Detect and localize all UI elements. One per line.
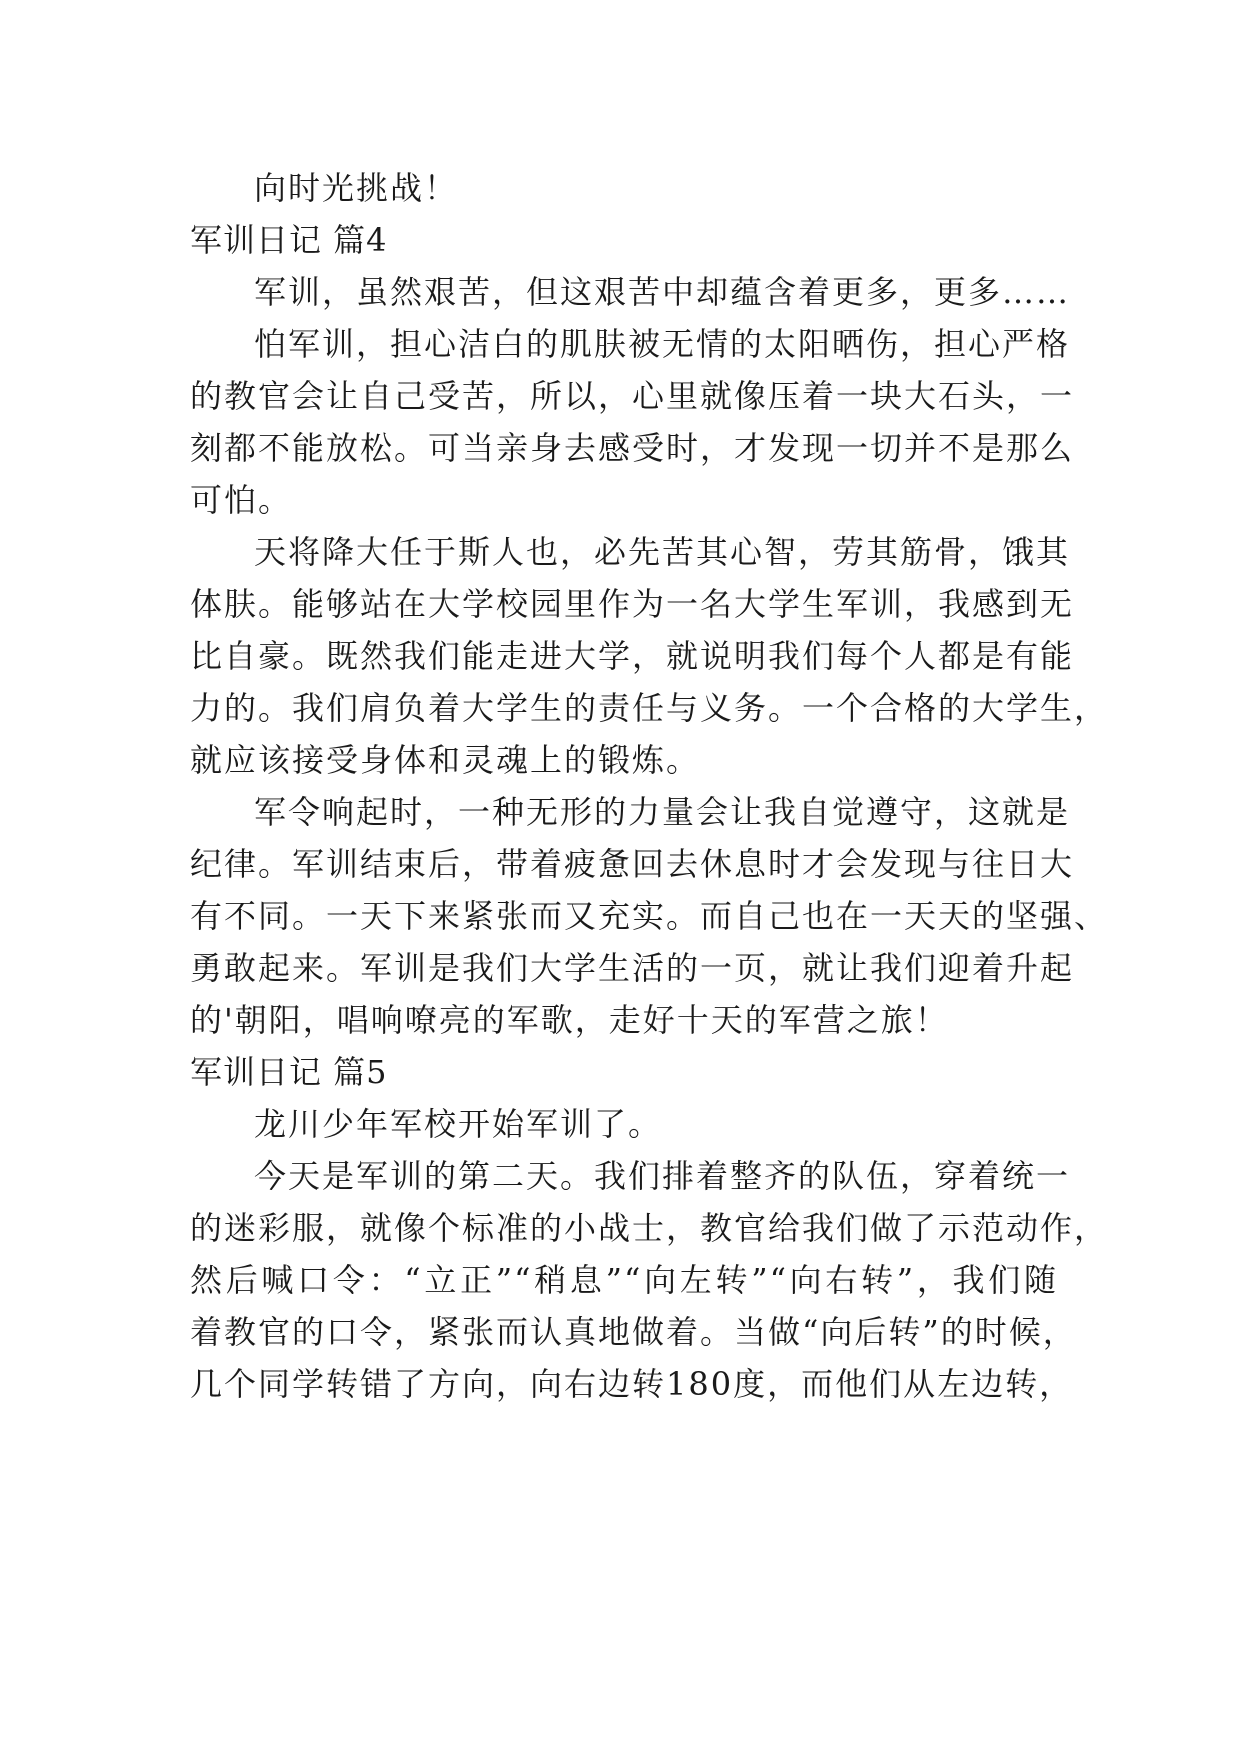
paragraph-line: 可怕。 bbox=[190, 481, 293, 519]
paragraph-line: 纪律。军训结束后，带着疲惫回去休息时才会发现与往日大 bbox=[190, 845, 1075, 883]
paragraph-line: 体肤。能够站在大学校园里作为一名大学生军训，我感到无 bbox=[190, 585, 1075, 623]
paragraph-line: 向时光挑战！ bbox=[254, 169, 459, 207]
paragraph-line: 刻都不能放松。可当亲身去感受时，才发现一切并不是那么 bbox=[190, 429, 1075, 467]
paragraph-line: 着教官的口令，紧张而认真地做着。当做“向后转”的时候， bbox=[190, 1313, 1077, 1351]
paragraph-line: 力的。我们肩负着大学生的责任与义务。一个合格的大学生， bbox=[190, 689, 1109, 727]
paragraph-line: 今天是军训的第二天。我们排着整齐的队伍，穿着统一 bbox=[254, 1157, 1071, 1195]
section-heading: 军训日记 篇4 bbox=[190, 221, 388, 259]
paragraph-line: 就应该接受身体和灵魂上的锻炼。 bbox=[190, 741, 701, 779]
paragraph-line: 军令响起时，一种无形的力量会让我自觉遵守，这就是 bbox=[254, 793, 1071, 831]
paragraph-line: 几个同学转错了方向，向右边转180度，而他们从左边转， bbox=[190, 1365, 1074, 1403]
paragraph-line: 军训，虽然艰苦，但这艰苦中却蕴含着更多，更多…… bbox=[254, 273, 1071, 311]
paragraph-line: 勇敢起来。军训是我们大学生活的一页，就让我们迎着升起 bbox=[190, 949, 1075, 987]
paragraph-line: 然后喊口令：“立正”“稍息”“向左转”“向右转”，我们随 bbox=[190, 1261, 1058, 1299]
paragraph-line: 比自豪。既然我们能走进大学，就说明我们每个人都是有能 bbox=[190, 637, 1075, 675]
paragraph-line: 的'朝阳，唱响嘹亮的军歌，走好十天的军营之旅！ bbox=[190, 1001, 949, 1039]
document-body bbox=[190, 162, 1109, 1410]
paragraph-line: 天将降大任于斯人也，必先苦其心智，劳其筋骨，饿其 bbox=[254, 533, 1071, 571]
paragraph-line: 有不同。一天下来紧张而又充实。而自己也在一天天的坚强、 bbox=[190, 897, 1109, 935]
paragraph-line: 龙川少年军校开始军训了。 bbox=[254, 1105, 663, 1143]
paragraph-line: 的迷彩服，就像个标准的小战士，教官给我们做了示范动作， bbox=[190, 1209, 1109, 1247]
section-heading: 军训日记 篇5 bbox=[190, 1053, 388, 1091]
paragraph-line: 怕军训，担心洁白的肌肤被无情的太阳晒伤，担心严格 bbox=[254, 325, 1071, 363]
paragraph-line: 的教官会让自己受苦，所以，心里就像压着一块大石头，一 bbox=[190, 377, 1075, 415]
